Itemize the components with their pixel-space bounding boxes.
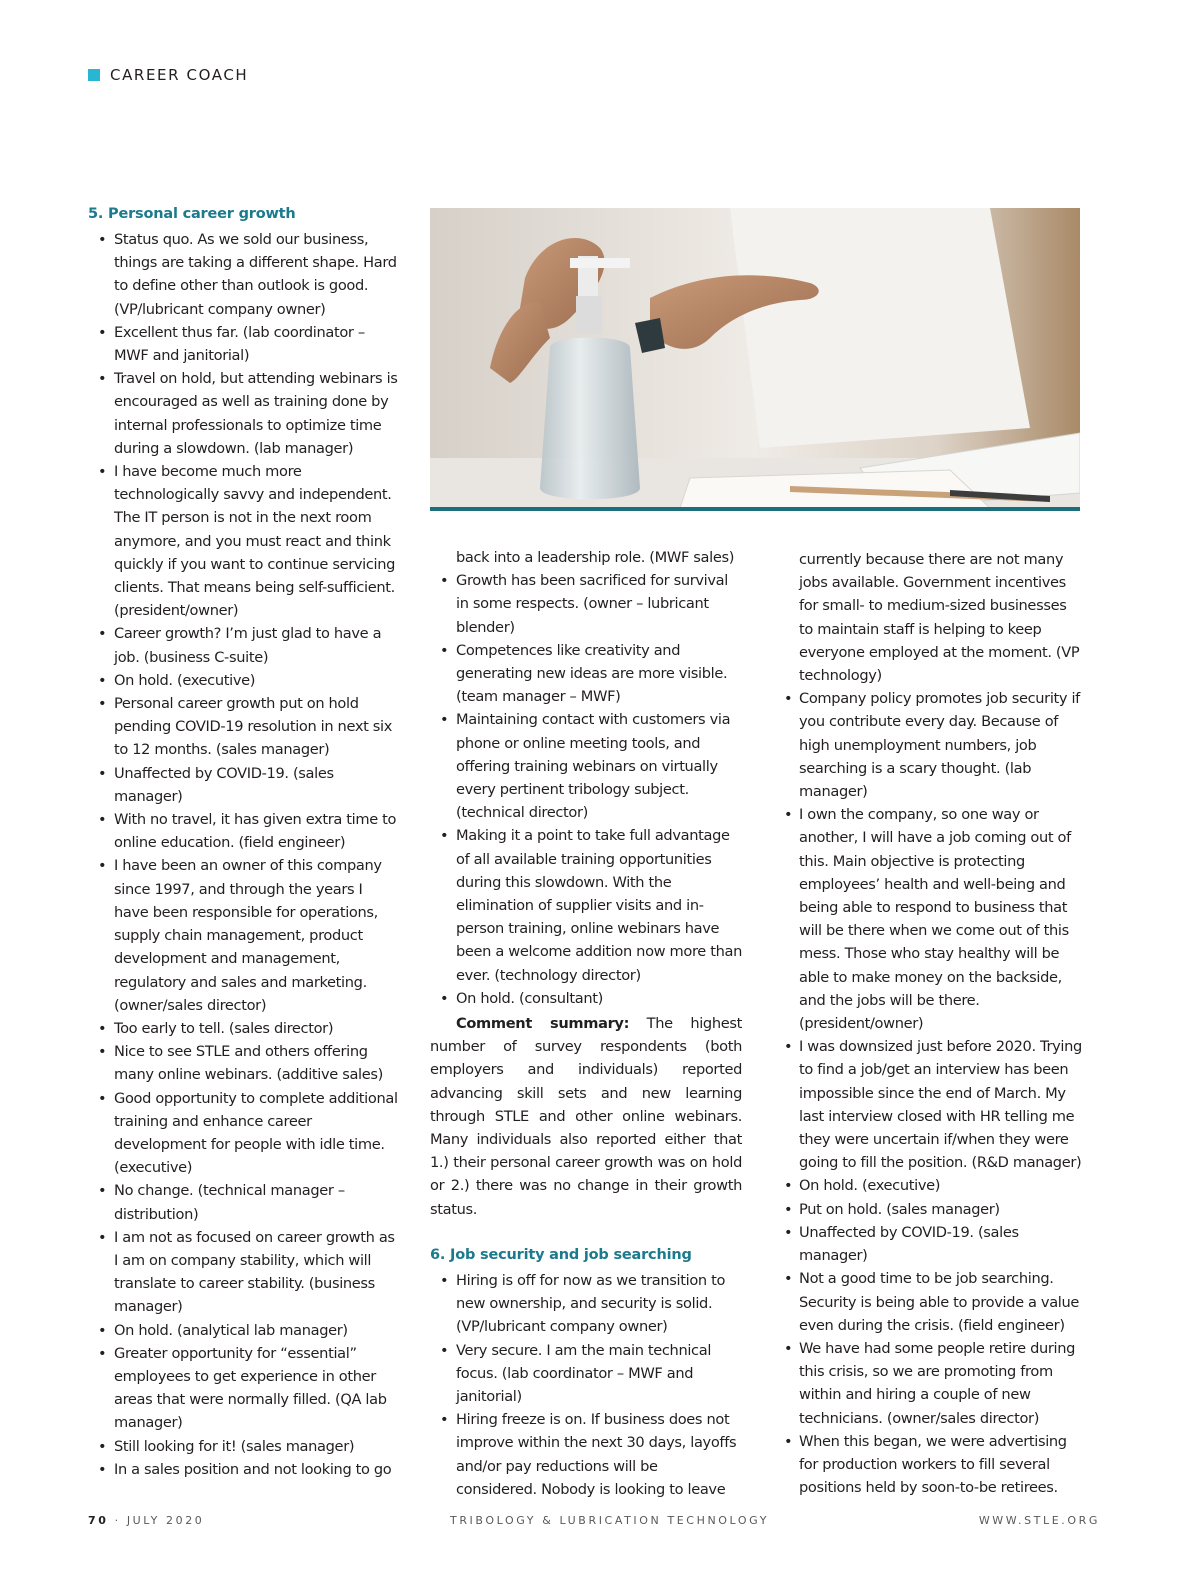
list-item: • Growth has been sacrificed for survival in some respects. (owner – lubricant blender) [430,569,742,639]
list-item-continuation: currently because there are not many jobs available. Government incentives for small- to medium-sized businesses to maintain staff is helping to keep everyone employed at the moment. (VP technology) [799,551,1080,685]
comment-summary-text: The highest number of survey respondents (both employers and individuals) reported advancing skill sets and new learning through STLE and other online webinars. Many individuals also reported either that 1.) their personal career growth was on hold or 2.) there was no change in their growth status. [430,1015,743,1218]
list-item: • No change. (technical manager – distribution) [88,1179,398,1225]
list-item: • On hold. (analytical lab manager) [88,1319,398,1342]
list-item: • Not a good time to be job searching. Security is being able to provide a value even during the crisis. (field engineer) [784,1267,1084,1337]
list-item: • Greater opportunity for “essential” employees to get experience in other areas that were normally filled. (QA lab manager) [88,1342,398,1435]
column-1 [88,206,398,1481]
list-item: • I own the company, so one way or another, I will have a job coming out of this. Main objective is protecting employees’ health and well-being and being able to respond to business that will be there when we come out of this mess. Those who stay healthy will be able to make money on the backside, and the jobs will be there. (president/owner) [784,803,1084,1035]
list-item: • I have been an owner of this company since 1997, and through the years I have been responsible for operations, supply chain management, product development and management, regulatory and sales and marketing. (owner/sales director) [88,854,398,1016]
list-item: • I have become much more technologically savvy and independent. The IT person is not in the next room anymore, and you must react and think quickly if you want to continue servicing clients. That means being self-sufficient. (president/owner) [88,460,398,622]
list-item: • I was downsized just before 2020. Trying to find a job/get an interview has been impossible since the end of March. My last interview closed with HR telling me they were uncertain if/when they were going to fill the position. (R&D manager) [784,1035,1084,1174]
photo-illustration-icon [430,208,1080,508]
list-item: • On hold. (executive) [784,1174,1084,1197]
list-item: • I am not as focused on career growth as I am on company stability, which will translate to career stability. (business manager) [88,1226,398,1319]
footer-page-info [88,1514,204,1527]
section-header [88,65,248,85]
section-5-title: 5. Personal career growth [88,206,296,222]
column-3 [784,548,1084,1499]
list-item: • Hiring is off for now as we transition to new ownership, and security is solid. (VP/lubricant company owner) [430,1269,742,1339]
page-footer [88,1514,1100,1530]
list-item: • Excellent thus far. (lab coordinator – MWF and janitorial) [88,321,398,367]
list-item: • On hold. (consultant) [430,987,742,1010]
list-item: • On hold. (executive) [88,669,398,692]
comment-summary [430,1012,742,1221]
list-item-continuation: back into a leadership role. (MWF sales) [456,549,735,566]
issue-date: JULY 2020 [126,1514,205,1527]
list-item: • Company policy promotes job security if you contribute every day. Because of high unemployment numbers, job searching is a scary thought. (lab manager) [784,687,1084,803]
list-item: • In a sales position and not looking to go [88,1458,398,1481]
list-item: • With no travel, it has given extra time to online education. (field engineer) [88,808,398,854]
section-5-list-continued [430,546,742,1010]
column-2 [430,546,742,1501]
section-6-list-continued [784,548,1084,1499]
list-item: • Unaffected by COVID-19. (sales manager) [784,1221,1084,1267]
page-number: 70 [88,1514,109,1527]
list-item: • Travel on hold, but attending webinars is encouraged as well as training done by internal professionals to optimize time during a slowdown. (lab manager) [88,367,398,460]
list-item: • We have had some people retire during this crisis, so we are promoting from within and hiring a couple of new technicians. (owner/sales director) [784,1337,1084,1430]
header-square-icon [88,69,100,81]
list-item: • Hiring freeze is on. If business does not improve within the next 30 days, layoffs and/or pay reductions will be considered. Nobody is looking to leave [430,1408,742,1501]
list-item: • Good opportunity to complete additional training and enhance career development for people with idle time. (executive) [88,1087,398,1180]
header-label: CAREER COACH [110,66,249,84]
list-item: • Status quo. As we sold our business, things are taking a different shape. Hard to define other than outlook is good. (VP/lubricant company owner) [88,228,398,321]
list-item: • Very secure. I am the main technical focus. (lab coordinator – MWF and janitorial) [430,1339,742,1409]
section-6-title: 6. Job security and job searching [430,1246,692,1263]
list-item: • Competences like creativity and generating new ideas are more visible. (team manager – MWF) [430,639,742,709]
list-item: • Maintaining contact with customers via phone or online meeting tools, and offering training webinars on virtually every pertinent tribology subject. (technical director) [430,708,742,824]
publication-name: TRIBOLOGY & LUBRICATION TECHNOLOGY [450,1514,770,1527]
hand-sanitizer-photo [430,208,1080,508]
footer-separator: · [108,1514,127,1527]
list-item: • Still looking for it! (sales manager) [88,1435,398,1458]
section-6-list [430,1269,742,1501]
list-item: • Career growth? I’m just glad to have a job. (business C-suite) [88,622,398,668]
section-5-list [88,228,398,1481]
website-link[interactable]: WWW.STLE.ORG [978,1514,1100,1527]
list-item: • Personal career growth put on hold pending COVID-19 resolution in next six to 12 months. (sales manager) [88,692,398,762]
photo-caption-bar [430,507,1080,511]
list-item: • Put on hold. (sales manager) [784,1198,1084,1221]
list-item: • Unaffected by COVID-19. (sales manager) [88,762,398,808]
list-item: • Making it a point to take full advantage of all available training opportunities during this slowdown. With the elimination of supplier visits and in-person training, online webinars have been a welcome addition now more than ever. (technology director) [430,824,742,986]
list-item: • Nice to see STLE and others offering many online webinars. (additive sales) [88,1040,398,1086]
list-item: • When this began, we were advertising for production workers to fill several positions held by soon-to-be retirees. [784,1430,1084,1500]
list-item: • Too early to tell. (sales director) [88,1017,398,1040]
comment-summary-label: Comment summary: [456,1015,630,1033]
